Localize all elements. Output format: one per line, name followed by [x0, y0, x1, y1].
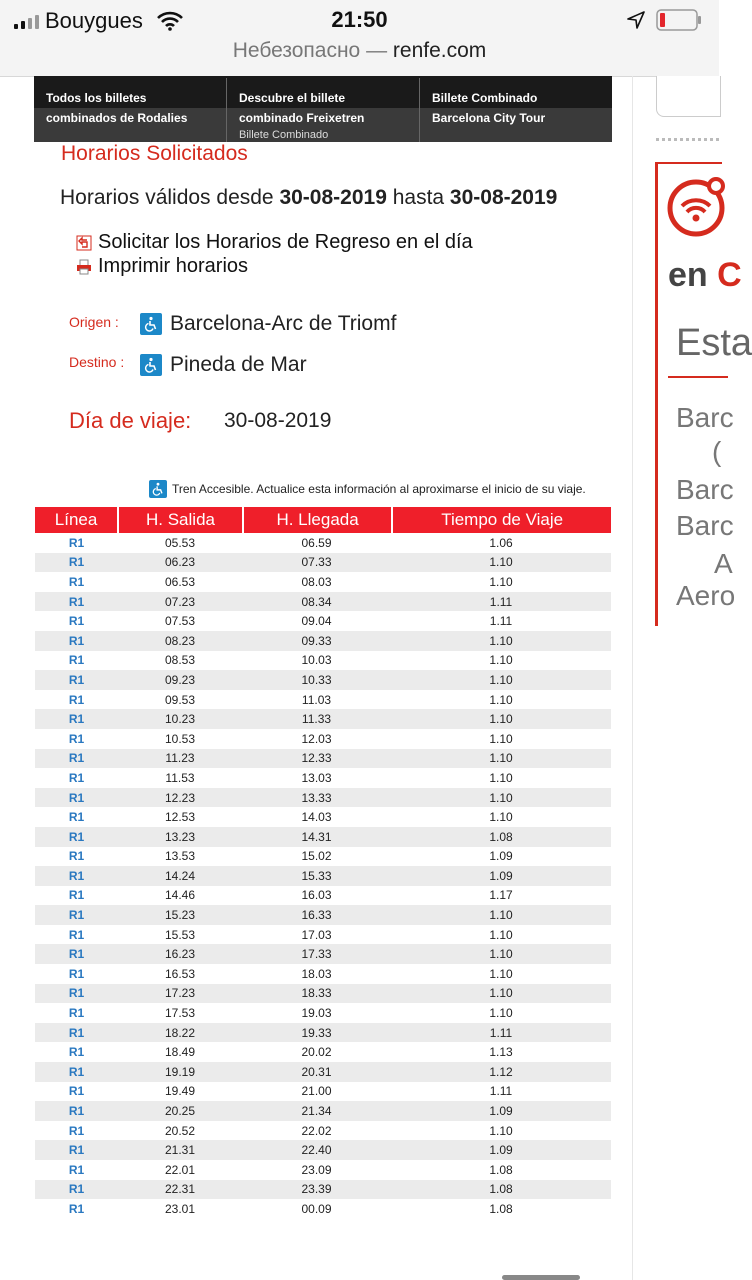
cell-salida: 11.53	[165, 770, 195, 785]
cell-linea[interactable]: R1	[68, 1162, 85, 1177]
cell-linea[interactable]: R1	[68, 1084, 85, 1099]
cell-tiempo: 1.11	[489, 1084, 513, 1099]
cell-salida: 10.23	[164, 712, 196, 727]
table-row	[35, 1082, 611, 1102]
table-row	[35, 533, 611, 553]
table-row	[35, 964, 611, 984]
cell-llegada: 10.03	[301, 653, 332, 668]
cell-salida: 12.53	[164, 810, 196, 825]
cell-linea[interactable]: R1	[68, 751, 85, 766]
cell-linea[interactable]: R1	[68, 810, 85, 825]
return-icon	[76, 235, 92, 251]
cell-llegada: 13.03	[301, 770, 332, 785]
cell-salida: 07.53	[164, 614, 196, 629]
promo-city-tour[interactable]	[432, 88, 612, 128]
validity-text: Horarios válidos desde 30-08-2019 hasta 30-08-2019	[60, 186, 558, 209]
cell-llegada: 21.34	[301, 1104, 332, 1119]
accessibility-note	[149, 480, 586, 498]
table-row	[35, 944, 611, 964]
print-icon	[76, 259, 92, 275]
cell-salida: 16.23	[164, 947, 196, 962]
cell-salida: 22.01	[164, 1162, 196, 1177]
cell-llegada: 16.33	[301, 908, 332, 923]
cell-llegada: 23.09	[301, 1162, 332, 1177]
cell-salida: 05.53	[164, 535, 196, 550]
cell-linea[interactable]: R1	[68, 966, 85, 981]
table-row	[35, 788, 611, 808]
cell-salida: 07.23	[164, 594, 196, 609]
cell-linea[interactable]: R1	[68, 1064, 85, 1079]
cell-linea[interactable]: R1	[68, 947, 85, 962]
cell-linea[interactable]: R1	[68, 888, 85, 903]
cell-tiempo: 1.10	[489, 751, 513, 766]
promo-sub: Billete Combinado	[239, 129, 329, 141]
sidebar-divider	[656, 138, 719, 141]
cell-linea[interactable]: R1	[68, 712, 85, 727]
print-schedule-label: Imprimir horarios	[98, 255, 249, 277]
cell-llegada: 19.03	[301, 1006, 332, 1021]
cell-linea[interactable]: R1	[68, 1182, 85, 1197]
cell-llegada: 19.33	[301, 1025, 332, 1040]
cell-salida: 20.52	[164, 1123, 196, 1138]
valid-from: 30-08-2019	[279, 186, 387, 209]
table-row	[35, 729, 611, 749]
promo-line1: Billete Combinado	[432, 91, 538, 105]
cell-tiempo: 1.10	[489, 1006, 513, 1021]
cell-linea[interactable]: R1	[68, 986, 85, 1001]
cell-tiempo: 1.10	[489, 633, 513, 648]
cell-tiempo: 1.10	[489, 770, 513, 785]
travel-day-value: 30-08-2019	[224, 409, 332, 432]
schedule-table	[35, 507, 611, 1219]
cell-tiempo: 1.08	[489, 1162, 513, 1177]
print-schedule-link[interactable]	[76, 255, 248, 278]
cell-tiempo: 1.10	[489, 927, 513, 942]
status-time: 21:50	[331, 7, 388, 32]
table-row	[35, 886, 611, 906]
cell-linea[interactable]: R1	[68, 1025, 85, 1040]
cell-linea[interactable]: R1	[68, 1006, 85, 1021]
cell-salida: 11.23	[165, 751, 195, 766]
table-row	[35, 1160, 611, 1180]
table-row	[35, 866, 611, 886]
cell-salida: 06.23	[164, 555, 196, 570]
travel-day-label: Día de viaje:	[69, 408, 192, 433]
sidebar-brand-text: en C	[668, 256, 742, 294]
table-row	[35, 1101, 611, 1121]
cell-salida: 09.23	[164, 672, 196, 687]
cell-tiempo: 1.10	[489, 810, 513, 825]
table-row	[35, 690, 611, 710]
cell-llegada: 16.03	[301, 888, 332, 903]
cell-llegada: 09.33	[301, 633, 332, 648]
table-row	[35, 827, 611, 847]
table-row	[35, 925, 611, 945]
table-row	[35, 553, 611, 573]
table-row	[35, 768, 611, 788]
cell-llegada: 21.00	[301, 1084, 332, 1099]
cell-llegada: 20.31	[301, 1064, 332, 1079]
cell-tiempo: 1.12	[489, 1064, 513, 1079]
cell-tiempo: 1.10	[489, 947, 513, 962]
sidebar-item[interactable]: Barc	[676, 402, 734, 433]
table-row	[35, 611, 611, 631]
cell-llegada: 18.33	[301, 986, 332, 1001]
cell-linea[interactable]: R1	[68, 614, 85, 629]
promo-rodalies[interactable]	[46, 88, 226, 128]
sidebar-panel	[655, 162, 752, 626]
sidebar-heading: Esta	[676, 322, 752, 364]
cell-tiempo: 1.10	[489, 966, 513, 981]
table-row	[35, 651, 611, 671]
cell-llegada: 11.03	[301, 692, 332, 707]
cell-salida: 14.24	[164, 868, 196, 883]
cell-tiempo: 1.09	[489, 849, 513, 864]
destination-value: Pineda de Mar	[170, 353, 307, 376]
cell-tiempo: 1.08	[489, 829, 513, 844]
cell-salida: 15.23	[164, 908, 196, 923]
cell-salida: 18.49	[164, 1045, 196, 1060]
cell-llegada: 15.33	[301, 868, 332, 883]
cell-linea[interactable]: R1	[68, 908, 85, 923]
cell-tiempo: 1.09	[489, 868, 513, 883]
cell-tiempo: 1.10	[489, 653, 513, 668]
cell-salida: 21.31	[164, 1143, 196, 1158]
cell-llegada: 22.02	[301, 1123, 332, 1138]
cell-llegada: 10.33	[301, 672, 332, 687]
table-row	[35, 1003, 611, 1023]
url-bar[interactable]	[0, 39, 719, 63]
table-row	[35, 847, 611, 867]
carrier-name: Bouygues	[45, 8, 143, 33]
cell-salida: 12.23	[164, 790, 196, 805]
cell-llegada: 08.03	[301, 574, 332, 589]
battery-icon	[656, 9, 702, 31]
table-row	[35, 1042, 611, 1062]
cell-llegada: 06.59	[301, 535, 332, 550]
cell-salida: 19.49	[164, 1084, 196, 1099]
promo-line1: Descubre el billete	[239, 91, 346, 105]
location-arrow-icon	[626, 10, 646, 30]
table-row	[35, 807, 611, 827]
cell-salida: 14.46	[164, 888, 196, 903]
origin-label: Origen :	[69, 314, 119, 330]
cell-llegada: 15.02	[301, 849, 332, 864]
table-row	[35, 1199, 611, 1219]
sidebar-item[interactable]: Aero	[676, 580, 736, 611]
cell-tiempo: 1.10	[489, 1123, 513, 1138]
destination-station	[140, 353, 307, 377]
wifi-logo-icon	[666, 178, 726, 238]
cell-llegada: 13.33	[301, 790, 332, 805]
cell-linea[interactable]: R1	[68, 633, 85, 648]
promo-line2: Barcelona City Tour	[432, 111, 546, 125]
cell-linea[interactable]: R1	[68, 849, 85, 864]
promo-line1: Todos los billetes	[46, 91, 147, 105]
cell-salida: 13.23	[164, 829, 196, 844]
cell-linea[interactable]: R1	[68, 692, 85, 707]
cell-llegada: 22.40	[301, 1143, 332, 1158]
cell-llegada: 17.03	[301, 927, 332, 942]
cell-tiempo: 1.06	[489, 535, 513, 550]
promo-freixetren[interactable]	[239, 88, 419, 142]
wheelchair-icon	[140, 354, 162, 376]
cell-llegada: 11.33	[301, 712, 332, 727]
cell-tiempo: 1.10	[489, 574, 513, 589]
cell-salida: 22.31	[164, 1182, 196, 1197]
cell-linea[interactable]: R1	[68, 574, 85, 589]
valid-to: 30-08-2019	[449, 186, 558, 209]
cell-linea[interactable]: R1	[68, 829, 85, 844]
header-tiempo: Tiempo de Viaje	[441, 510, 564, 529]
header-linea: Línea	[35, 507, 119, 533]
origin-value: Barcelona-Arc de Triomf	[170, 312, 397, 335]
cell-linea[interactable]: R1	[68, 927, 85, 942]
promo-line2: combinados de Rodalies	[46, 111, 188, 125]
cell-tiempo: 1.10	[489, 986, 513, 1001]
table-row	[35, 670, 611, 690]
sidebar-item[interactable]: Barc	[676, 474, 734, 505]
cell-salida: 08.53	[164, 653, 196, 668]
cell-llegada: 23.39	[301, 1182, 332, 1197]
cell-tiempo: 1.13	[489, 1045, 513, 1060]
table-body	[35, 533, 611, 1219]
cell-llegada: 18.03	[301, 966, 332, 981]
cell-tiempo: 1.08	[489, 1201, 513, 1216]
url-domain: renfe.com	[392, 39, 487, 62]
cell-tiempo: 1.10	[489, 790, 513, 805]
cell-linea[interactable]: R1	[68, 790, 85, 805]
cell-llegada: 14.03	[301, 810, 332, 825]
cell-tiempo: 1.11	[489, 614, 513, 629]
cell-tiempo: 1.10	[489, 908, 513, 923]
cell-llegada: 12.03	[301, 731, 332, 746]
sidebar-item[interactable]: Barc	[676, 510, 734, 541]
destination-label: Destino :	[69, 354, 125, 370]
cell-tiempo: 1.09	[489, 1143, 513, 1158]
cell-salida: 23.01	[164, 1201, 196, 1216]
table-row	[35, 905, 611, 925]
accessibility-note-text: Tren Accesible. Actualice esta información al aproximarse el inicio de su viaje.	[172, 482, 586, 496]
cell-linea[interactable]: R1	[68, 1143, 85, 1158]
cell-llegada: 12.33	[301, 751, 332, 766]
cell-salida: 10.53	[164, 731, 196, 746]
table-row	[35, 1062, 611, 1082]
cell-salida: 16.53	[164, 966, 196, 981]
cell-linea[interactable]: R1	[68, 731, 85, 746]
cell-tiempo: 1.08	[489, 1182, 513, 1197]
table-row	[35, 749, 611, 769]
page-title: Horarios Solicitados	[61, 142, 248, 165]
cell-tiempo: 1.10	[489, 555, 513, 570]
return-schedule-label: Solicitar los Horarios de Regreso en el día	[98, 231, 473, 253]
promo-line2: combinado Freixetren	[239, 111, 365, 125]
cell-linea[interactable]: R1	[68, 653, 85, 668]
cell-tiempo: 1.09	[489, 1104, 513, 1119]
cell-llegada: 09.04	[301, 614, 332, 629]
scroll-indicator	[502, 1275, 580, 1280]
cell-tiempo: 1.11	[489, 594, 513, 609]
cell-salida: 09.53	[164, 692, 196, 707]
wheelchair-icon	[149, 480, 167, 498]
promo-banner	[34, 76, 612, 142]
cell-salida: 19.19	[164, 1064, 196, 1079]
cell-llegada: 08.34	[301, 594, 332, 609]
cell-tiempo: 1.10	[489, 672, 513, 687]
cell-llegada: 17.33	[301, 947, 332, 962]
cell-llegada: 00.09	[301, 1201, 332, 1216]
cell-linea[interactable]: R1	[68, 535, 85, 550]
cell-linea[interactable]: R1	[68, 1045, 85, 1060]
cell-linea[interactable]: R1	[68, 868, 85, 883]
cell-linea[interactable]: R1	[68, 770, 85, 785]
cell-salida: 17.23	[164, 986, 196, 1001]
sidebar-item[interactable]: A	[714, 548, 733, 579]
url-security-prefix: Небезопасно —	[232, 39, 393, 62]
table-row	[35, 709, 611, 729]
table-header	[35, 507, 611, 533]
return-schedule-link[interactable]	[76, 231, 473, 254]
cell-linea[interactable]: R1	[68, 1201, 85, 1216]
table-row	[35, 1121, 611, 1141]
cell-llegada: 20.02	[301, 1045, 332, 1060]
cell-salida: 17.53	[164, 1006, 196, 1021]
cell-linea[interactable]: R1	[68, 672, 85, 687]
sidebar-item[interactable]: (	[712, 436, 722, 467]
cell-tiempo: 1.17	[489, 888, 513, 903]
table-row	[35, 1140, 611, 1160]
cell-salida: 13.53	[164, 849, 196, 864]
origin-station	[140, 312, 396, 336]
cell-llegada: 14.31	[301, 829, 332, 844]
cell-salida: 08.23	[164, 633, 196, 648]
cell-tiempo: 1.10	[489, 712, 513, 727]
cell-tiempo: 1.11	[489, 1025, 513, 1040]
cell-tiempo: 1.10	[489, 731, 513, 746]
table-row	[35, 592, 611, 612]
cell-llegada: 07.33	[301, 555, 332, 570]
cell-salida: 06.53	[164, 574, 196, 589]
cell-linea[interactable]: R1	[68, 555, 85, 570]
cell-tiempo: 1.10	[489, 692, 513, 707]
header-salida: H. Salida	[119, 507, 244, 533]
table-row	[35, 984, 611, 1004]
cell-linea[interactable]: R1	[68, 1123, 85, 1138]
table-row	[35, 1023, 611, 1043]
wheelchair-icon	[140, 313, 162, 335]
table-row	[35, 572, 611, 592]
cell-linea[interactable]: R1	[68, 594, 85, 609]
header-llegada: H. Llegada	[244, 507, 393, 533]
cell-salida: 18.22	[164, 1025, 196, 1040]
cell-linea[interactable]: R1	[68, 1104, 85, 1119]
sidebar-top-box	[656, 76, 721, 117]
cell-salida: 20.25	[164, 1104, 196, 1119]
cell-salida: 15.53	[164, 927, 196, 942]
table-row	[35, 1180, 611, 1200]
table-row	[35, 631, 611, 651]
